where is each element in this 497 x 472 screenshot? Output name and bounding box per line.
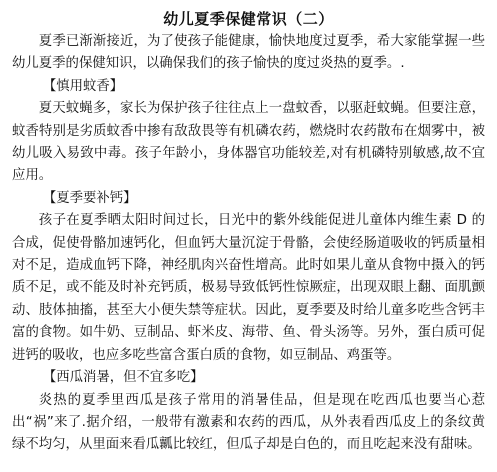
section-heading-watermelon: 【西瓜消暑，但不宜多吃】 <box>42 370 204 386</box>
section-body-calcium: 孩子在夏季晒太阳时间过长，日光中的紫外线能促进儿童体内维生素 D 的合成，促使骨骼加速钙化，但血钙大量沉淀于骨骼，会使经肠道吸收的钙质量相对不足，造成血钙下降，神经肌肉兴奋性增高。此时如果儿童从食物中摄入的钙质不足，或不能及时补充钙质，极易导致低钙性惊厥症，出现双眼上翻、面肌颤动、肢体抽搐，甚至大小便失禁等症状。因此，夏季要及时给儿童多吃些含钙丰富的食物。如牛奶、豆制品、虾米皮、海带、鱼、骨头汤等。另外，蛋白质可促进钙的吸收，也应多吃些富含蛋白质的食物，如豆制品、鸡蛋等。 <box>12 213 485 363</box>
section-heading-mosquito-coil: 【慎用蚊香】 <box>42 78 124 94</box>
section-body-watermelon: 炎热的夏季里西瓜是孩子常用的消暑佳品，但是现在吃西瓜也要当心惹出“祸”来了.据介绍，一般带有激素和农药的西瓜，从外表看西瓜皮上的条纹黄绿不均匀，从里面来看瓜瓤比较红，但瓜子却是白色的，而且吃起来没有甜味。 <box>12 392 485 453</box>
section-heading-calcium: 【夏季要补钙】 <box>42 190 137 206</box>
intro-paragraph: 夏季已渐渐接近，为了使孩子能健康，愉快地度过夏季，希大家能掌握一些幼儿夏季的保健知识，以确保我们的孩子愉快的度过炎热的夏季。. <box>12 34 485 72</box>
section-body-mosquito-coil: 夏天蚊蝇多，家长为保护孩子往往点上一盘蚊香，以驱赶蚊蝇。但要注意，蚊香特别是劣质蚊香中掺有敌敌畏等有机磷农药，燃烧时农药散布在烟雾中，被幼儿吸入易致中毒。孩子年龄小，身体器官功能较差,对有机磷特别敏感,故不宜应用。 <box>12 101 485 184</box>
document-title: 幼儿夏季保健常识（二） <box>163 10 334 28</box>
